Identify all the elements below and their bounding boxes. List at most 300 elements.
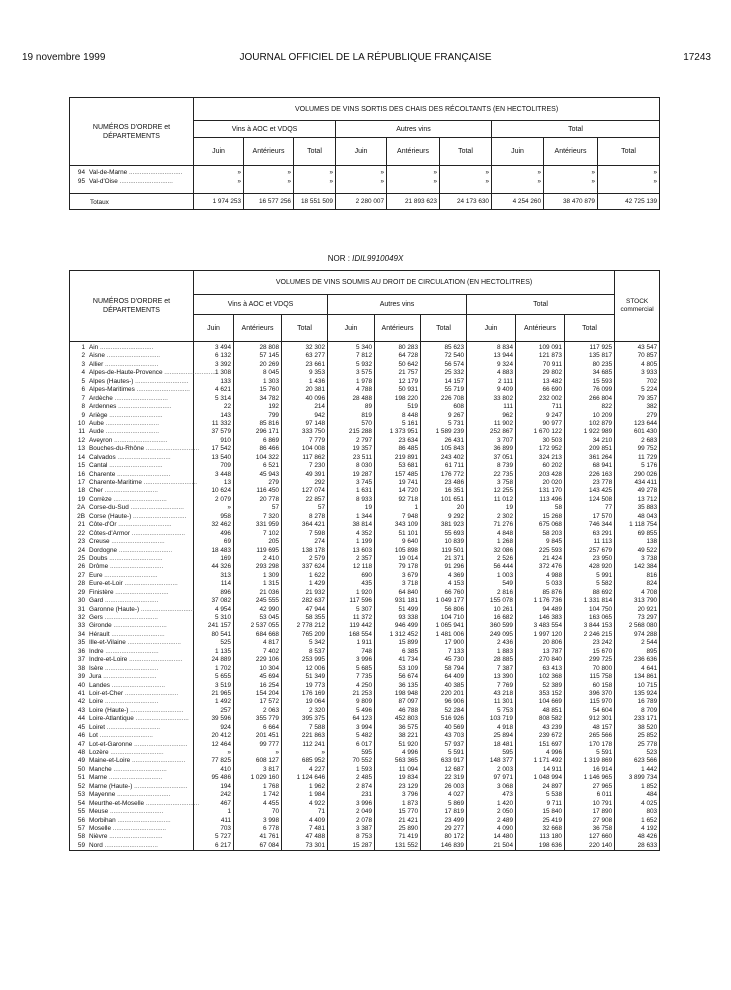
table-cell: 117 862 [302, 453, 325, 461]
table-cell: 70 857 [637, 352, 658, 360]
table-cell: 690 [361, 571, 372, 579]
table-cell: 41 761 [259, 833, 279, 841]
table-cell: 19 773 [305, 681, 325, 689]
table-cell: 209 851 [589, 445, 613, 453]
table-cell: 1 920 [356, 588, 372, 596]
leader-dots: .............................. [102, 571, 158, 579]
table-cell: 3 738 [641, 554, 658, 562]
table-cell: 3 796 [402, 791, 418, 799]
department-name: Marne (Haute-) [89, 782, 133, 790]
table-cell: 69 855 [637, 529, 658, 537]
leader-dots: .............................. [128, 504, 184, 512]
table-cell: 86 466 [259, 445, 279, 453]
table-cell: 1 029 160 [250, 774, 279, 782]
table-cell: 19 [364, 504, 372, 512]
table-cell: 5 591 [448, 749, 464, 756]
department-row-label [73, 842, 193, 850]
department-name: Maine-et-Loire [89, 757, 131, 765]
totals-cell: 24 173 630 [440, 194, 492, 210]
table-cell: 11 012 [493, 495, 513, 503]
table-cell: 19 834 [398, 774, 418, 782]
table-cell: 496 [220, 529, 231, 537]
table-cell: 1 308 [215, 369, 231, 377]
table-cell: 13 603 [352, 546, 372, 554]
table-cell: 80 283 [398, 344, 418, 351]
leader-dots: .............................. [103, 664, 159, 672]
table-cell: 1 135 [215, 647, 231, 655]
department-name: Nord [89, 841, 103, 849]
value-column [421, 342, 467, 851]
department-number: 21 [77, 521, 85, 529]
leader-dots: .............................. [130, 529, 186, 537]
table-cell: 3 745 [356, 479, 372, 486]
table-cell: 22 319 [444, 774, 464, 782]
table-cell: 20 412 [211, 732, 231, 740]
table-cell: 17 890 [592, 808, 613, 816]
table-cell: 198 220 [394, 394, 418, 402]
table-cell: 1 003 [497, 571, 513, 579]
department-number: 22 [77, 529, 85, 537]
table-cell: 5 161 [402, 419, 418, 427]
table-cell: 19 287 [352, 470, 372, 478]
department-row-label [73, 673, 193, 681]
department-number: 2 [81, 352, 85, 360]
table-cell: 127 074 [301, 487, 325, 495]
table-cell: 2 544 [641, 639, 658, 647]
leader-dots: .............................. [103, 698, 159, 706]
table-cell: 8 739 [497, 462, 513, 470]
table-cell: 519 [407, 403, 418, 411]
department-row-label [73, 555, 193, 563]
table-cell: 684 668 [255, 630, 279, 638]
table-cell: 8 709 [641, 706, 658, 714]
department-name: Val-de-Marne [89, 169, 128, 176]
table-cell: 104 669 [538, 698, 562, 706]
table-cell: 6 664 [263, 723, 279, 731]
table-cell: 7 588 [309, 723, 325, 731]
value-column [244, 166, 294, 194]
leader-dots: .............................. [107, 554, 163, 562]
value-column [598, 166, 660, 194]
table-cell: 3 448 [215, 470, 231, 478]
table-cell: 11 729 [638, 453, 658, 461]
table-cell: 5 753 [497, 706, 513, 714]
department-name: Ardèche [89, 394, 113, 402]
table-cell: 198 948 [394, 689, 418, 697]
table-cell: 1 429 [309, 580, 325, 588]
table-cell: 12 179 [398, 377, 418, 385]
department-number: 31 [77, 605, 85, 613]
table-cell: 942 [314, 411, 325, 419]
department-number: 36 [77, 647, 85, 655]
department-row-label [73, 622, 193, 630]
table-cell: 236 636 [634, 656, 658, 664]
table-cell: 799 [268, 411, 279, 419]
department-row-label [73, 412, 193, 420]
table-cell: 1 702 [215, 664, 231, 672]
table-cell: 70 911 [542, 360, 562, 368]
table-cell: 119 501 [441, 546, 464, 554]
group-aoc: Vins à AOC et VDQS [194, 295, 328, 315]
value-column [516, 342, 565, 851]
table-cell: 77 825 [211, 757, 231, 765]
table-cell: 163 065 [589, 614, 613, 621]
table-cell: » [287, 169, 291, 176]
table-cell: 337 624 [301, 563, 325, 571]
table-cell: 3 998 [263, 816, 279, 824]
department-name: Isère [89, 664, 104, 672]
table-cell: 4 621 [215, 386, 231, 394]
table-cell: 2 003 [497, 765, 513, 773]
department-name: Alpes (Hautes-) [89, 377, 134, 385]
table-title: VOLUMES DE VINS SORTIS DES CHAIS DES RÉCOLTANTS (EN HECTOLITRES) [194, 98, 660, 121]
table-cell: 19 064 [305, 698, 325, 706]
table-cell: » [653, 178, 658, 185]
leader-dots: .............................. [108, 563, 164, 571]
department-row-label [73, 428, 193, 436]
department-row-label [73, 386, 193, 394]
department-row-label [73, 177, 193, 186]
table-cell: 48 851 [542, 706, 562, 714]
department-row-label [73, 606, 193, 614]
department-row-label [73, 639, 193, 647]
table-cell: 9 247 [546, 411, 562, 419]
department-name: Creuse [89, 538, 110, 546]
table-cell: 33 802 [493, 394, 513, 402]
table-cell: 765 209 [301, 630, 325, 638]
table-cell: 2 079 [215, 495, 231, 503]
leader-dots: .............................. [117, 178, 173, 185]
department-number: 5 [81, 377, 85, 385]
table-cell: 4 817 [263, 639, 279, 647]
table-cell: 1 742 [263, 791, 279, 799]
column-header: Total [565, 315, 615, 342]
table-cell: 1 436 [309, 377, 325, 385]
leader-dots: .............................. [134, 386, 190, 394]
table-cell: 1 331 814 [583, 597, 613, 605]
totals-cell: 42 725 139 [598, 194, 660, 210]
table-cell: 3 994 [356, 723, 372, 731]
table-cell: 1 962 [309, 782, 325, 790]
table-cell: 1 171 492 [533, 757, 562, 765]
department-name: Moselle [89, 824, 112, 832]
table-cell: 1 199 [356, 538, 372, 546]
department-number: 17 [77, 479, 85, 486]
table-cell: 52 389 [542, 681, 562, 689]
department-number: 58 [77, 833, 85, 841]
table-cell: 5 685 [356, 664, 372, 672]
table-cell: 21 965 [211, 689, 231, 697]
department-row-label [73, 563, 193, 571]
table-cell: 40 385 [444, 681, 464, 689]
department-row-label [73, 741, 193, 749]
table-cell: 23 486 [444, 479, 464, 486]
table-cell: 85 816 [259, 419, 279, 427]
table-cell: 53 681 [398, 462, 418, 470]
table-cell: 6 385 [402, 647, 418, 655]
department-number: 3 [81, 360, 85, 368]
table-cell: 91 296 [444, 563, 464, 571]
table-cell: 96 906 [444, 698, 464, 706]
department-row-label [73, 589, 193, 597]
table-cell: 48 157 [592, 723, 613, 731]
department-name: Hérault [89, 630, 110, 638]
table-cell: » [485, 178, 489, 185]
table-cell: 28 633 [637, 841, 658, 849]
column-header: Antérieurs [244, 138, 294, 166]
department-number: 54 [77, 799, 85, 807]
leader-dots: .............................. [115, 816, 171, 824]
table-cell: 19 [505, 504, 513, 512]
column-header: Juin [492, 138, 544, 166]
department-row-label [73, 817, 193, 825]
table-cell: 8 834 [497, 344, 513, 351]
department-row-label [73, 462, 193, 470]
table-cell: 14 720 [398, 487, 418, 495]
table-cell: 69 [223, 538, 231, 546]
table-cell: 221 863 [301, 732, 325, 740]
table-cell: 25 852 [637, 732, 658, 740]
table-cell: 168 554 [348, 630, 372, 638]
table-cell: 20 381 [305, 386, 325, 394]
table-cell: 23 129 [398, 782, 418, 790]
table-cell: 19 357 [352, 445, 372, 453]
table-cell: 20 806 [542, 639, 562, 647]
table-cell: 21 504 [493, 841, 513, 849]
table-cell: 3 933 [641, 369, 658, 377]
table-cell: 8 030 [356, 462, 372, 470]
table-cell: 32 086 [493, 546, 513, 554]
table-cell: 601 430 [634, 428, 658, 436]
table-cell: 2 816 [497, 588, 513, 596]
table-cell: 41 734 [398, 656, 418, 664]
department-name: Gard [89, 597, 104, 605]
department-row-label [73, 487, 193, 495]
table-cell: 3 844 153 [583, 622, 613, 630]
table-cell: 1 883 [497, 647, 513, 655]
table-cell: 43 547 [637, 344, 658, 351]
table-cell: 51 920 [398, 740, 418, 748]
table-cell: 803 [646, 808, 658, 816]
table-cell: 117 596 [349, 597, 372, 605]
table-cell: 18 481 [493, 740, 513, 748]
table-cell: 220 201 [440, 689, 464, 697]
department-name: Meuse [89, 808, 109, 816]
table-cell: 229 106 [255, 656, 279, 664]
table-cell: 1 852 [641, 782, 658, 790]
department-number: 12 [77, 436, 85, 444]
table-cell: 53 109 [398, 664, 418, 672]
leader-dots: .............................. [144, 445, 200, 453]
table-cell: 155 078 [489, 597, 513, 605]
table-cell: 266 804 [589, 394, 613, 402]
department-name: Loir-et-Cher [89, 689, 124, 697]
department-name: Cantal [89, 462, 108, 470]
department-number: 59 [77, 841, 85, 849]
leader-dots: .............................. [102, 487, 158, 495]
department-name: Aveyron [89, 436, 113, 444]
department-name: Aube [89, 419, 104, 427]
column-header: Antérieurs [375, 315, 421, 342]
table-cell: 1 911 [356, 639, 372, 647]
table-cell: 89 [364, 403, 372, 411]
table-cell: 225 593 [538, 546, 562, 554]
table-cell: 17 542 [211, 445, 231, 453]
table-cell: 8 448 [402, 411, 418, 419]
table-cell: 138 178 [301, 546, 325, 554]
table-cell: 245 555 [255, 597, 279, 605]
leader-dots: .............................. [108, 749, 164, 756]
department-row-label [73, 378, 193, 386]
table-cell: 4 025 [641, 799, 658, 807]
table-cell: 25 890 [398, 824, 418, 832]
table-cell: 71 276 [493, 521, 513, 529]
table-cell: 2 537 055 [250, 622, 279, 630]
table-cell: 396 370 [589, 689, 613, 697]
column-header: Total [598, 138, 660, 166]
table-cell: 9 324 [497, 360, 513, 368]
table-cell: 10 261 [493, 605, 513, 613]
department-number: 28 [77, 580, 85, 588]
totals-cell: 38 470 879 [544, 194, 598, 210]
table-cell: 7 598 [309, 529, 325, 537]
table-cell: 15 840 [542, 808, 562, 816]
table-cell: 61 711 [444, 462, 464, 470]
table-cell: 5 176 [641, 462, 658, 470]
leader-dots: .............................. [123, 689, 179, 697]
table-cell: 1 481 006 [435, 630, 464, 638]
table-cell: » [537, 169, 541, 176]
table-cell: 56 444 [493, 563, 513, 571]
table-cell: 85 876 [542, 588, 562, 596]
department-row-label [73, 521, 193, 529]
table-cell: 12 006 [305, 664, 325, 672]
table-cell: 30 503 [542, 436, 562, 444]
department-name: Gironde [89, 622, 112, 630]
department-number: 46 [77, 732, 85, 740]
table-cell: 49 522 [637, 546, 658, 554]
department-number: 43 [77, 706, 85, 714]
table-cell: 473 [502, 791, 513, 799]
table-cell: 19 014 [398, 554, 418, 562]
leader-dots: .............................. [107, 774, 163, 782]
table-cell: 26 431 [444, 436, 464, 444]
department-name: Loire (Haute-) [89, 706, 129, 714]
department-name: Manche [89, 765, 112, 773]
table-cell: 23 778 [592, 479, 613, 486]
table-cell: 381 923 [440, 521, 464, 529]
department-number: 41 [77, 689, 85, 697]
department-number: 13 [77, 445, 85, 453]
table-cell: 15 770 [398, 808, 418, 816]
value-column [282, 342, 328, 851]
table-cell: 22 735 [493, 470, 513, 478]
table-cell: 104 008 [301, 445, 325, 453]
table-cell: » [485, 169, 489, 176]
table-cell: 290 026 [634, 470, 658, 478]
table-cell: 21 036 [259, 588, 279, 596]
leader-dots: .............................. [103, 647, 159, 655]
table-cell: 45 730 [444, 656, 464, 664]
table-cell: 64 123 [352, 715, 372, 723]
table-cell: » [227, 504, 231, 512]
table-cell: 24 889 [211, 656, 231, 664]
leader-dots: .............................. [109, 630, 165, 638]
table-cell: 1 589 239 [435, 428, 464, 436]
department-name: Indre-et-Loire [89, 656, 128, 664]
table-cell: 1 344 [356, 512, 372, 520]
department-row-label [73, 344, 193, 352]
leader-dots: .............................. [111, 765, 167, 773]
department-name: Ariège [89, 411, 108, 419]
department-row-label [73, 496, 193, 504]
table-cell: 1 768 [263, 782, 279, 790]
table-cell: 113 180 [539, 833, 562, 841]
column-header: Juin [194, 315, 234, 342]
department-name: Loiret [89, 723, 105, 731]
table-cell: 37 579 [211, 428, 231, 436]
table-cell: 7 402 [263, 647, 279, 655]
table-cell: 36 135 [398, 681, 418, 689]
table-cell: 76 099 [592, 386, 613, 394]
table-cell: 63 291 [592, 529, 613, 537]
table-cell: 353 152 [538, 689, 562, 697]
department-column [70, 166, 194, 194]
table-cell: 29 277 [444, 824, 464, 832]
table-cell: 895 [646, 647, 658, 655]
table-cell: 2 778 212 [296, 622, 325, 630]
table-cell: 13 [223, 479, 231, 486]
leader-dots: .............................. [132, 782, 188, 790]
department-row-label [73, 504, 193, 512]
table-cell: 1 146 965 [583, 774, 613, 782]
table-cell: 151 697 [538, 740, 562, 748]
column-header: Antérieurs [516, 315, 565, 342]
table-cell: 34 685 [592, 369, 613, 377]
table-cell: 36 758 [592, 824, 613, 832]
table-cell: 6 869 [263, 436, 279, 444]
department-row-label [73, 572, 193, 580]
leader-dots: .............................. [113, 588, 169, 596]
department-row-label [73, 437, 193, 445]
table-cell: 4 848 [497, 529, 513, 537]
leader-dots: .............................. [115, 791, 171, 799]
table-cell: 2 568 080 [628, 622, 658, 630]
table-cell: 86 485 [398, 445, 418, 453]
table-cell: 88 692 [592, 588, 613, 596]
table-cell: 313 [220, 571, 231, 579]
table-cell: 232 002 [538, 394, 562, 402]
table-cell: 11 094 [398, 765, 418, 773]
table-cell: 70 552 [352, 757, 372, 765]
table-cell: 270 840 [538, 656, 562, 664]
department-name: Charente [89, 470, 116, 478]
table-cell: 11 332 [211, 419, 231, 427]
department-number: 2B [77, 512, 85, 520]
table-cell: 203 428 [538, 470, 562, 478]
table-cell: 13 712 [637, 495, 658, 503]
department-row-label [73, 783, 193, 791]
department-row-label [73, 454, 193, 462]
department-number: 35 [77, 639, 85, 647]
table-cell: 27 965 [592, 782, 613, 790]
table-cell: 452 803 [394, 715, 418, 723]
department-name: Allier [89, 360, 104, 368]
table-cell: 109 091 [538, 344, 562, 351]
leader-dots: .............................. [116, 521, 172, 529]
leader-dots: .............................. [103, 597, 159, 605]
table-cell: 68 941 [592, 462, 613, 470]
